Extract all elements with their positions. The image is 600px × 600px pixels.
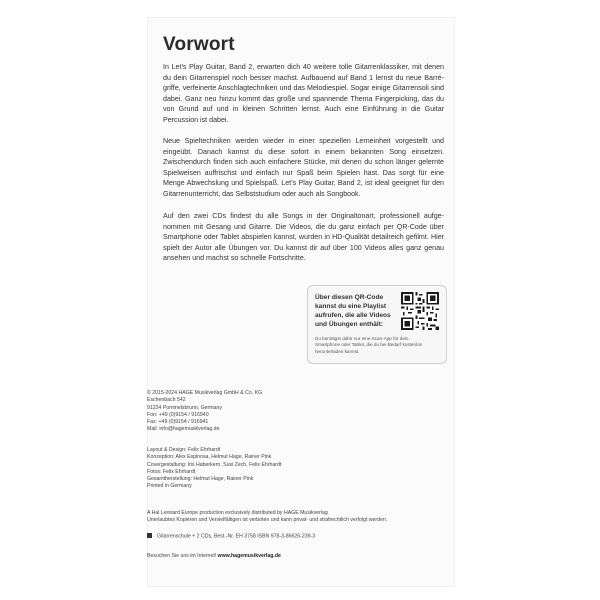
order-info: Gitarrenschule + 2 CDs, Best.-Nr. EH 3758 ISBN 978-3-86626-239-3	[147, 533, 315, 540]
distribution-notice: A Hal Leonard Europe production exclusively distributed by HAGE Musikverlag Unerlaubtes Kopieren und Vervielfältigen ist verboten und kann privat- und strafrechtlich verfolgt werden.	[147, 510, 388, 524]
credits: Layout & Design: Felix Ehrhardt Konzeption: Alex Espinosa, Helmut Hage, Rainer Pink Covergestaltung: Iris Haberkern, Susi Zech, Felix Ehrhardt Fotos: Felix Ehrhardt Gesamtherstellung: Helmut Hage, Rainer Pink Printed in Germany	[147, 447, 282, 490]
qr-info-box	[307, 285, 447, 364]
paragraph-techniques: Neue Spieltechniken werden wieder in einer speziellen Lerneinheit vorgestellt und eingeübt. Danach kannst du diese sofort in einem bekannten Song einsetzen. Zwischendurch finden sich auch einfachere Stücke, mit denen du schon länger gelernte Spielweisen auffrischst und einfach nur Spaß beim Spielen hast. Das sorgt für eine Menge Abwechslung und Spielspaß. Let’s Play Guitar, Band 2, ist ideal geeignet für den Gitarrenunterricht, das Selbststudium oder auch als Songbook.	[163, 137, 444, 198]
website-link[interactable]: www.hagemusikverlag.de	[217, 553, 281, 559]
qr-note: Du benötigst dafür nur eine Scan-App für dein Smartphone oder Tablet, die du bei Bedarf kostenlos herunterladen kannst.	[315, 336, 422, 354]
qr-code-icon[interactable]	[401, 292, 439, 330]
publisher-address: © 2015-2024 HAGE Musikverlag GmbH & Co. KG Eschenbach 542 91224 Pommelsbrunn, Germany Fon: +49 (0)9154 / 916940 Fax: +49 (0)9154 / 916941 Mail: info@hagemusikverlag.de	[147, 390, 263, 433]
square-bullet-icon	[147, 533, 152, 538]
page-title: Vorwort	[163, 34, 235, 55]
paragraph-intro: In Let’s Play Guitar, Band 2, erwarten dich 40 weitere tolle Gitarrenklassiker, mit denen du dein Gitarrenspiel noch besser machst. Aufbauend auf Band 1 lernst du neue Barré-griffe, verfeinerte Anschlagtechniken und das Melodiespiel. Sogar einige Gitarrensoli sind dabei. Ganz neu hinzu kommt das große und spannende Thema Fingerpicking, das du von Grund auf und in kleinen Schritten lernst. Auch eine Einführung in die Guitar Percussion ist dabei.	[163, 63, 444, 124]
qr-caption: Über diesen QR-Code kannst du eine Playlist aufrufen, die alle Videos und Übungen enthält:	[315, 294, 391, 328]
paragraph-cds-videos: Auf den zwei CDs findest du alle Songs in der Originaltonart, professionell aufge-nommen mit Gesang und Gitarre. Die Videos, die du ganz einfach per QR-Code über Smartphone oder Tablet abspielen kannst, wurden in HD-Qualität detailreich gefilmt. Hier spielt der Autor alle Übungen vor. Du kannst dir auf über 100 Videos alles ganz genau ansehen und machst so schnelle Fortschritte.	[163, 212, 444, 263]
website-line: Besuchen Sie uns im Internet! www.hagemusikverlag.de	[147, 553, 281, 559]
